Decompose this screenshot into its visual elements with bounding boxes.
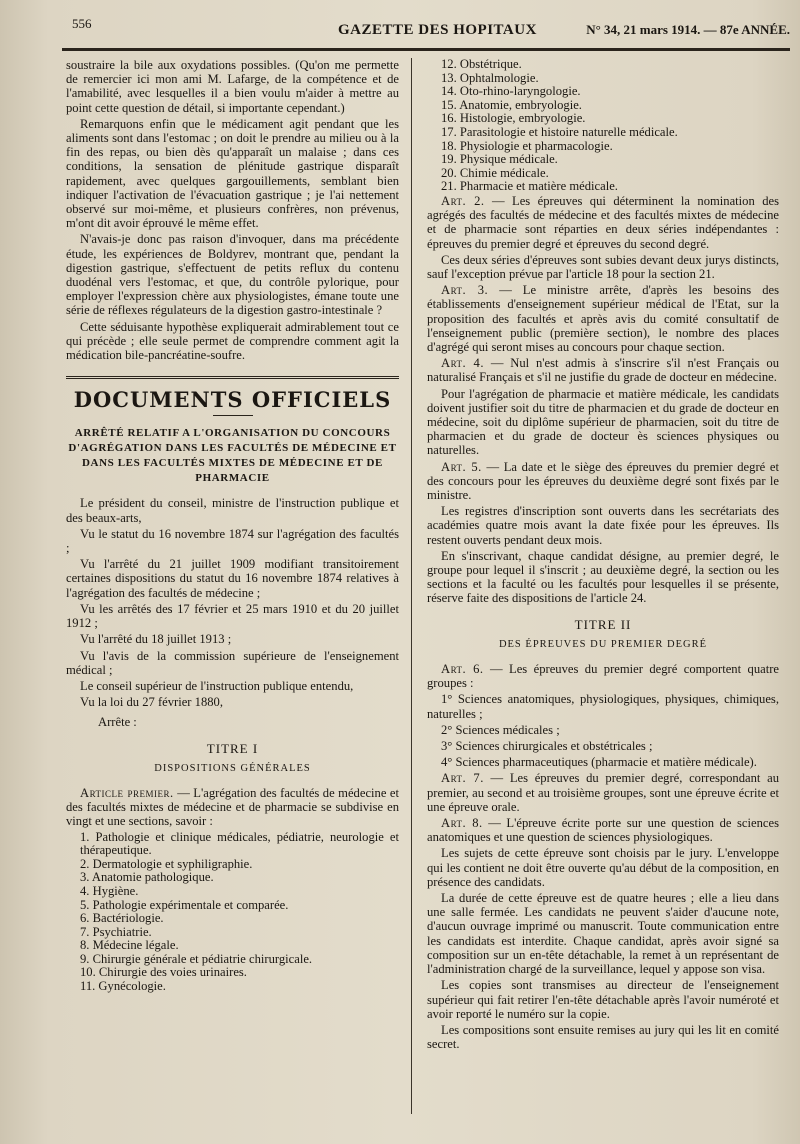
section-separator bbox=[66, 376, 399, 379]
right-column bbox=[427, 58, 779, 1134]
list-item: 3. Anatomie pathologique. bbox=[80, 870, 214, 885]
list-item: 4. Hygiène. bbox=[80, 883, 139, 898]
article-label: Article premier. bbox=[80, 785, 174, 800]
issue-info: N° 34, 21 mars 1914. — 87e ANNÉE. bbox=[586, 22, 790, 37]
paragraph: Les registres d'inscription sont ouverts dans les secrétariats des académies quatre mois avant la date fixée pour les épreuves. Ils restent ouverts pendant deux mois. bbox=[427, 504, 779, 547]
page-number: 556 bbox=[72, 16, 92, 31]
list-item: 4° Sciences pharmaceutiques (pharmacie et matière médicale). bbox=[441, 755, 757, 770]
list-item: 7. Psychiatrie. bbox=[80, 924, 152, 939]
page-header bbox=[62, 14, 790, 50]
article-paragraph bbox=[427, 283, 779, 354]
list-item: 21. Pharmacie et matière médicale. bbox=[441, 179, 618, 194]
article-paragraph bbox=[427, 460, 779, 503]
list-item: 10. Chirurgie des voies urinaires. bbox=[80, 965, 247, 980]
article-paragraph bbox=[427, 662, 779, 690]
titre-heading: TITRE I bbox=[206, 740, 259, 756]
article-text: — Les épreuves du premier degré, correspondant au premier, au second et au troisième groupes, sont une épreuve écrite et une épreuve orale. bbox=[427, 771, 779, 814]
article-label: Art. 3. bbox=[441, 283, 489, 298]
article-paragraph bbox=[427, 771, 779, 814]
article-text: — Les épreuves qui déterminent la nomination des agrégés des facultés de médecine et des facultés mixtes de médecine et de pharmacie sont réparties en deux séries indépendantes : épreuves du premier degré et épreuves du second degré. bbox=[427, 193, 779, 251]
paragraph: Les sujets de cette épreuve sont choisis par le jury. L'enveloppe qui les contient ne doit être ouverte qu'au début de la composition, en présence des candidats. bbox=[427, 846, 779, 889]
preamble-line: Vu l'avis de la commission supérieure de l'enseignement médical ; bbox=[66, 648, 399, 677]
paragraph: Pour l'agrégation de pharmacie et matière médicale, les candidats doivent justifier soit du titre de pharmacien et du grade de docteur en médecine, soit du diplôme supérieur de pharmacien, soit du titre de pharmacien et du grade de docteur ès sciences physiques ou naturelles. bbox=[427, 386, 779, 458]
preamble-line: Vu la loi du 27 février 1880, bbox=[80, 695, 223, 710]
subtitre-heading: DISPOSITIONS GÉNÉRALES bbox=[154, 762, 311, 774]
list-item: 18. Physiologie et pharmacologie. bbox=[441, 138, 613, 153]
preamble-line: Vu l'arrêté du 18 juillet 1913 ; bbox=[80, 632, 232, 647]
article-label: Art. 2. bbox=[441, 193, 485, 208]
article-text: — L'épreuve écrite porte sur une question de sciences anatomiques et une question de sciences physiologiques. bbox=[427, 816, 779, 845]
list-item: 12. Obstétrique. bbox=[441, 57, 522, 71]
list-item: 5. Pathologie expérimentale et comparée. bbox=[80, 897, 289, 912]
article-label: Art. 7. bbox=[441, 771, 484, 786]
article-paragraph bbox=[427, 356, 779, 384]
list-item: 1° Sciences anatomiques, physiologiques, physiques, chimiques, naturelles ; bbox=[427, 692, 779, 721]
article-text: — L'agrégation des facultés de médecine et des facultés mixtes de médecine et de pharmacie se subdivise en vingt et une sections, savoir : bbox=[66, 785, 399, 829]
list-item: 8. Médecine légale. bbox=[80, 938, 179, 953]
list-item: 3° Sciences chirurgicales et obstétricales ; bbox=[441, 739, 653, 754]
titre-heading: TITRE II bbox=[574, 616, 632, 632]
article-label: Art. 6. bbox=[441, 662, 484, 677]
article-paragraph bbox=[427, 194, 779, 251]
list-item: 2. Dermatologie et syphiligraphie. bbox=[80, 856, 253, 871]
paragraph: Les copies sont transmises au directeur de l'enseignement supérieur qui fait retirer l'en-tête détachable après l'avoir numéroté et avoir reporté le numéro sur la copie. bbox=[427, 978, 779, 1021]
list-item: 14. Oto-rhino-laryngologie. bbox=[441, 84, 581, 99]
list-item: 17. Parasitologie et histoire naturelle médicale. bbox=[441, 124, 678, 139]
preamble-line: Le conseil supérieur de l'instruction publique entendu, bbox=[80, 678, 354, 693]
article-text: — Les épreuves du premier degré comportent quatre groupes : bbox=[427, 662, 779, 691]
preamble-line: Vu le statut du 16 novembre 1874 sur l'agrégation des facultés ; bbox=[66, 526, 399, 556]
preamble-line: Vu l'arrêté du 21 juillet 1909 modifiant transitoirement certaines dispositions du statut du 16 novembre 1874 relatives à l'agrégation des facultés de médecine ; bbox=[66, 557, 399, 600]
paragraph: Cette séduisante hypothèse expliquerait admirablement tout ce qui précède ; elle seule permet de comprendre comment agit la médication bile-pancréatine-soufre. bbox=[66, 319, 399, 363]
preamble-line: Le président du conseil, ministre de l'instruction publique et des beaux-arts, bbox=[66, 496, 399, 525]
list-item: 1. Pathologie et clinique médicales, pédiatrie, neurologie et thérapeutique. bbox=[80, 829, 399, 858]
left-column bbox=[66, 58, 399, 1134]
article-text: — Le ministre arrête, d'après les besoins des établissements d'enseignement supérieur médical de l'Etat, sur la proposition des facultés et après avis du comité consultatif de l'enseignement public (première section), le nombre des places d'agrégé qui seront mises au concours pour chaque section. bbox=[427, 283, 779, 354]
list-item: 20. Chimie médicale. bbox=[441, 165, 549, 180]
list-item: 16. Histologie, embryologie. bbox=[441, 111, 586, 126]
sections-list bbox=[66, 831, 399, 994]
column-divider bbox=[411, 58, 412, 1114]
title-underline bbox=[213, 415, 253, 416]
article-text: — Nul n'est admis à s'inscrire s'il n'est Français ou naturalisé Français et s'il ne justifie du grade de docteur en médecine. bbox=[427, 356, 779, 385]
article-label: Art. 4. bbox=[441, 356, 484, 371]
article-label: Art. 8. bbox=[441, 816, 483, 831]
list-item: 19. Physique médicale. bbox=[441, 152, 558, 167]
preamble-line: Vu les arrêtés des 17 février et 25 mars 1910 et du 20 juillet 1912 ; bbox=[66, 601, 399, 631]
journal-title: GAZETTE DES HOPITAUX bbox=[338, 22, 537, 38]
paragraph: N'avais-je donc pas raison d'invoquer, dans ma précédente étude, les expériences de Boldyrev, montrant que, pendant la digestion gastrique, s'effectuent de petits reflux du contenu duodénal vers l'estomac, et que, du contrôle pylorique, pour employer l'expression chère aux physiologistes, émane toute une série de réflexes régulateurs de la digestion gastro-intestinale ? bbox=[66, 232, 399, 318]
list-item: 11. Gynécologie. bbox=[80, 979, 166, 994]
paragraph: soustraire la bile aux oxydations possibles. (Qu'on me permette de remercier ici mon ami M. Lafarge, de la compétence et de l'amabilité, avec lesquelles il a bien voulu m'aider à mettre au point cette question de détail, si importante cependant.) bbox=[66, 58, 399, 115]
article-label: Art. 5. bbox=[441, 459, 482, 474]
header-rule bbox=[62, 50, 790, 51]
paragraph: Remarquons enfin que le médicament agit pendant que les aliments sont dans l'estomac ; on doit le prendre au milieu ou à la fin des repas, ou bien dès qu'apparaît un malaise ; dans ces conditions, la sensation de plénitude gastrique disparaît rapidement, avec quelques gargouillements, semblant bien indiquer l'activation de l'évacuation gastrique ; je l'ai nettement observé sur moi-même, et plusieurs confrères, non prévenus, m'ont dit avoir éprouvé le même effet. bbox=[66, 116, 399, 231]
subtitre-heading: DES ÉPREUVES DU PREMIER DEGRÉ bbox=[498, 638, 708, 650]
paragraph: La durée de cette épreuve est de quatre heures ; elle a lieu dans une salle fermée. Les candidats ne peuvent s'aider d'aucune note, d'aucun ouvrage imprimé ou manuscrit. Toute communication entre les candidats est interdite. Chaque candidat, après avoir signé sa composition sur un en-tête détachable, la remet à un représentant de l'administration chargé de la surveillance, lequel y appose son visa. bbox=[427, 891, 779, 977]
list-item: 13. Ophtalmologie. bbox=[441, 70, 539, 85]
decree-title: ARRÊTÉ RELATIF A L'ORGANISATION DU CONCOURS D'AGRÉGATION DANS LES FACULTÉS DE MÉDECINE ET DANS LES FACULTÉS MIXTES DE MÉDECINE ET DE PHARMACIE bbox=[68, 427, 397, 485]
article-paragraph bbox=[66, 786, 399, 829]
sections-list-continued bbox=[427, 58, 779, 194]
article-paragraph bbox=[427, 816, 779, 844]
list-item: 2° Sciences médicales ; bbox=[441, 722, 560, 737]
list-item: 15. Anatomie, embryologie. bbox=[441, 97, 582, 112]
paragraph: En s'inscrivant, chaque candidat désigne, au premier degré, le groupe pour lequel il s'inscrit ; au deuxième degré, la section ou les sections et la faculté ou les facultés pour lesquelles il se présente, réserve faite des dispositions de l'article 24. bbox=[427, 548, 779, 606]
section-title: DOCUMENTS OFFICIELS bbox=[73, 387, 392, 413]
list-item: 9. Chirurgie générale et pédiatrie chirurgicale. bbox=[80, 951, 313, 966]
arrete-label: Arrête : bbox=[98, 715, 137, 730]
list-item: 6. Bactériologie. bbox=[80, 911, 164, 926]
paragraph: Ces deux séries d'épreuves sont subies devant deux jurys distincts, sauf l'exception prévue par l'article 18 pour la section 21. bbox=[427, 252, 779, 281]
article-text: — La date et le siège des épreuves du premier degré et des concours pour les épreuves du deuxième degré sont fixés par le ministre. bbox=[427, 459, 779, 502]
paragraph: Les compositions sont ensuite remises au jury qui les lit en comité secret. bbox=[427, 1022, 779, 1052]
